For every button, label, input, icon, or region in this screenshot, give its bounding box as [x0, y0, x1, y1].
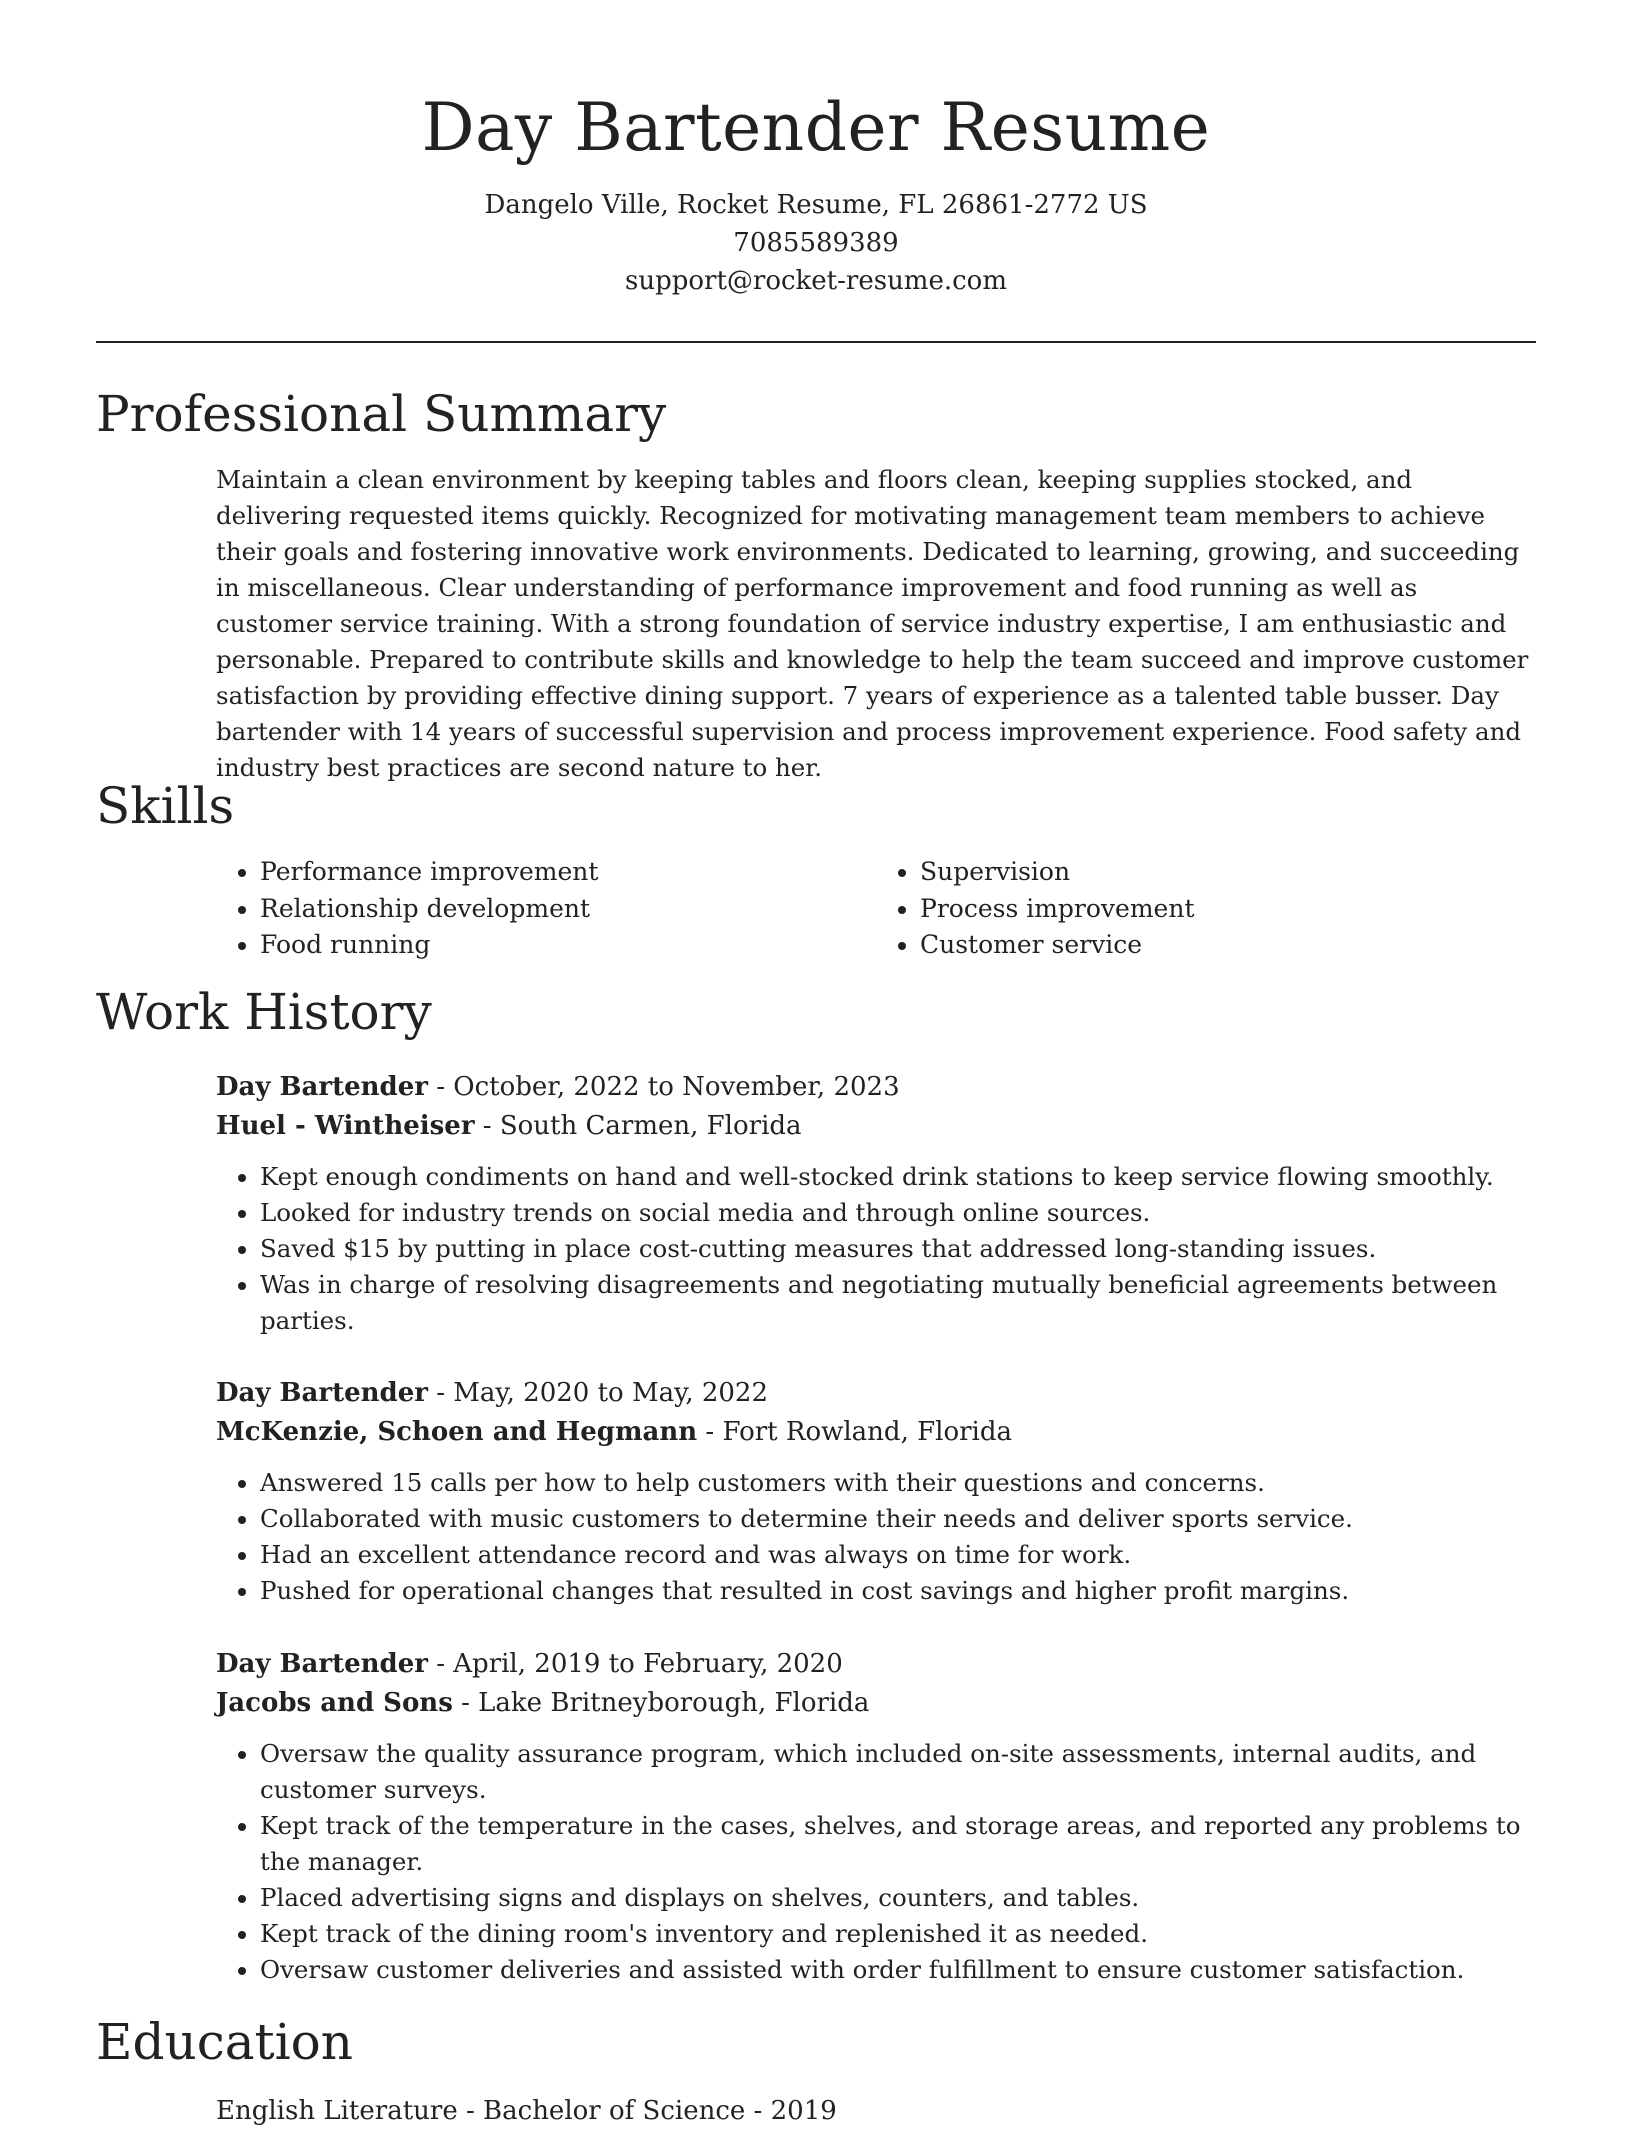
skill-item: • Process improvement — [920, 891, 1536, 928]
skill-item: • Performance improvement — [260, 854, 876, 891]
job-title-line — [216, 1068, 1538, 1107]
job-bullet: • Looked for industry trends on social media and through online sources. — [260, 1195, 1538, 1231]
job-title: Day Bartender — [216, 1378, 428, 1408]
job-title-line — [216, 1374, 1538, 1413]
job-title-line — [216, 1645, 1538, 1684]
job-bullet: • Kept track of the dining room's inventory and replenished it as needed. — [260, 1916, 1538, 1952]
job-bullet: • Collaborated with music customers to determine their needs and deliver sports service. — [260, 1501, 1538, 1537]
job-bullet: • Oversaw customer deliveries and assisted with order fulfillment to ensure customer satisfaction. — [260, 1952, 1538, 1988]
job-bullet: • Saved $15 by putting in place cost-cutting measures that addressed long-standing issues. — [260, 1231, 1538, 1267]
section-heading-work-history: Work History — [96, 983, 432, 1041]
job-location: - South Carmen, Florida — [474, 1111, 802, 1141]
skills-column-right — [876, 854, 1536, 964]
job-entry — [216, 1374, 1538, 1609]
contact-address: Dangelo Ville, Rocket Resume, FL 26861-2772 US — [484, 190, 1148, 220]
job-title: Day Bartender — [216, 1649, 428, 1679]
summary-text: Maintain a clean environment by keeping tables and floors clean, keeping supplies stocked, and delivering requested items quickly. Recognized for motivating management team members to achieve their goals and fostering innovative work environments. Dedicated to learning, growing, and succeeding in miscellaneous. Clear understanding of performance improvement and food running as well as customer service training. With a strong foundation of service industry expertise, I am enthusiastic and personable. Prepared to contribute skills and knowledge to help the team succeed and improve customer satisfaction by providing effective dining support. 7 years of experience as a talented table busser. Day bartender with 14 years of successful supervision and process improvement experience. Food safety and industry best practices are second nature to her. — [216, 465, 1529, 782]
skills-list — [216, 854, 1536, 964]
resume-header — [96, 80, 1536, 300]
skill-item: • Relationship development — [260, 891, 876, 928]
job-title: Day Bartender — [216, 1072, 428, 1102]
contact-block — [96, 186, 1536, 300]
job-dates: - May, 2020 to May, 2022 — [427, 1378, 769, 1408]
skill-item: • Supervision — [920, 854, 1536, 891]
job-dates: - October, 2022 to November, 2023 — [427, 1072, 900, 1102]
job-location: - Lake Britneyborough, Florida — [452, 1688, 870, 1718]
job-company: Jacobs and Sons — [216, 1688, 453, 1718]
job-company: McKenzie, Schoen and Hegmann — [216, 1417, 698, 1447]
section-heading-skills: Skills — [96, 777, 235, 835]
skills-column-left — [216, 854, 876, 964]
job-company-line — [216, 1107, 1538, 1146]
skill-item: • Customer service — [920, 927, 1536, 964]
section-heading-summary: Professional Summary — [96, 385, 667, 443]
job-bullets — [216, 1159, 1538, 1339]
resume-title: Day Bartender Resume — [421, 89, 1211, 166]
skill-item: • Food running — [260, 927, 876, 964]
job-entry — [216, 1645, 1538, 1988]
job-company-line — [216, 1684, 1538, 1723]
job-bullet: • Kept enough condiments on hand and well-stocked drink stations to keep service flowing smoothly. — [260, 1159, 1538, 1195]
job-bullet: • Pushed for operational changes that resulted in cost savings and higher profit margins. — [260, 1573, 1538, 1609]
job-dates: - April, 2019 to February, 2020 — [427, 1649, 843, 1679]
job-bullet: • Oversaw the quality assurance program, which included on-site assessments, internal audits, and customer surveys. — [260, 1736, 1538, 1808]
job-bullet: • Kept track of the temperature in the cases, shelves, and storage areas, and reported any problems to the manager. — [260, 1808, 1538, 1880]
job-entry — [216, 1068, 1538, 1339]
section-heading-education: Education — [96, 2013, 353, 2071]
header-divider — [96, 341, 1536, 343]
job-bullet: • Had an excellent attendance record and was always on time for work. — [260, 1537, 1538, 1573]
contact-email: support@rocket-resume.com — [624, 266, 1007, 296]
job-bullets — [216, 1736, 1538, 1988]
job-bullet: • Answered 15 calls per how to help customers with their questions and concerns. — [260, 1465, 1538, 1501]
job-company-line — [216, 1413, 1538, 1452]
job-location: - Fort Rowland, Florida — [697, 1417, 1012, 1447]
education-entry: English Literature - Bachelor of Science - 2019 — [216, 2096, 837, 2126]
job-company: Huel - Wintheiser — [216, 1111, 475, 1141]
contact-phone: 7085589389 — [733, 228, 899, 258]
job-bullets — [216, 1465, 1538, 1609]
job-bullet: • Was in charge of resolving disagreements and negotiating mutually beneficial agreements between parties. — [260, 1267, 1538, 1339]
job-bullet: • Placed advertising signs and displays on shelves, counters, and tables. — [260, 1880, 1538, 1916]
